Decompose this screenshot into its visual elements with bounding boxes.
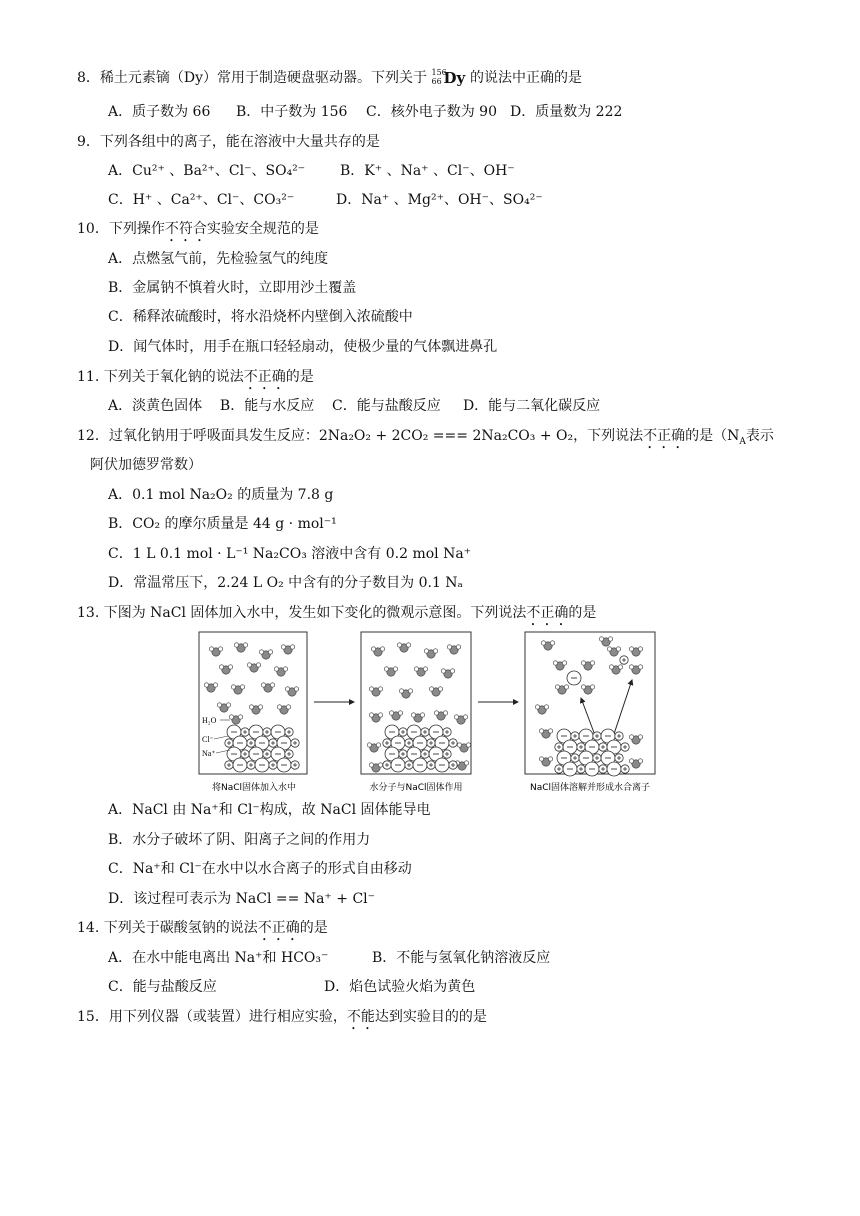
q11-stem: [77, 367, 314, 393]
isotope-mass: 156: [431, 68, 447, 77]
q13-option-c: C．Na⁺和 Cl⁻在水中以水合离子的形式自由移动: [108, 861, 412, 877]
q12-stem: [77, 426, 774, 452]
q8-option-a: A．质子数为 66: [108, 104, 211, 120]
isotope-symbol: Dy: [443, 69, 466, 87]
q11-stem-tail: 的是: [285, 369, 314, 385]
q8-stem-text: 8．稀土元素镝（Dy）常用于制造硬盘驱动器。下列关于: [77, 70, 428, 86]
panel-1-nacl-lattice: [225, 725, 299, 772]
q13-stem-text: 13. 下图为 NaCl 固体加入水中，发生如下变化的微观示意图。下列说法: [77, 605, 527, 621]
q12-option-d: D．常温常压下，2.24 L O₂ 中含有的分子数目为 0.1 Nₐ: [108, 575, 463, 591]
q15-stem-emphasis: 不能: [346, 1009, 375, 1025]
q9-option-d: D．Na⁺ 、Mg²⁺、OH⁻、SO₄²⁻: [336, 192, 543, 208]
q9-option-b: B．K⁺ 、Na⁺ 、Cl⁻、OH⁻: [340, 163, 515, 179]
fig-caption-3: NaCl固体溶解并形成水合离子: [529, 783, 651, 793]
fig-caption-1: 将NaCl固体加入水中: [211, 783, 297, 793]
fig-label-h2o: H₂O: [202, 716, 217, 725]
q8-options: [108, 102, 210, 122]
q12-stem-line2: 阿伏加德罗常数）: [90, 457, 202, 473]
q15-stem-text: 15．用下列仪器（或装置）进行相应实验，: [77, 1009, 347, 1025]
q14-stem-emphasis: 不正确: [257, 920, 300, 936]
q8-option-c: C．核外电子数为 90: [366, 104, 497, 120]
q13-stem-tail: 的是: [568, 605, 597, 621]
q14-stem-text: 14. 下列关于碳酸氢钠的说法: [77, 920, 258, 936]
q8-option-b: B．中子数为 156: [236, 104, 348, 120]
q13-option-a: A．NaCl 由 Na⁺和 Cl⁻构成，故 NaCl 固体能导电: [108, 802, 431, 818]
q12-stem-subscript: A: [739, 436, 746, 447]
q10-option-a: A．点燃氢气前，先检验氢气的纯度: [108, 251, 329, 267]
isotope-atomic-number: 66: [431, 77, 442, 86]
fig-label-na: Na⁺: [202, 749, 216, 758]
q9-option-c: C．H⁺ 、Ca²⁺、Cl⁻、CO₃²⁻: [108, 192, 295, 208]
q12-option-b: B．CO₂ 的摩尔质量是 44 g · mol⁻¹: [108, 516, 337, 532]
q10-stem-text: 10．下列操作: [77, 221, 165, 237]
q12-stem-text: 12．过氧化钠用于呼吸面具发生反应：2Na₂O₂ + 2CO₂ === 2Na₂CO₃ + O₂，下列说法: [77, 428, 644, 444]
q8-option-d: D．质量数为 222: [510, 104, 623, 120]
q13-stem: [77, 603, 596, 629]
panel-2-nacl-lattice: [383, 725, 457, 772]
q14-stem-tail: 的是: [299, 920, 328, 936]
q8-stem: [77, 68, 582, 88]
q14-stem: [77, 918, 328, 944]
q14-option-b: B．不能与氢氧化钠溶液反应: [372, 950, 551, 966]
q14-option-c: C．能与盐酸反应: [108, 979, 217, 995]
q10-stem: [77, 219, 319, 245]
q12-option-c: C．1 L 0.1 mol · L⁻¹ Na₂CO₃ 溶液中含有 0.2 mol Na⁺: [108, 546, 472, 562]
q10-option-c: C．稀释浓硫酸时，将水沿烧杯内壁倒入浓硫酸中: [108, 309, 413, 325]
q9-stem: 9．下列各组中的离子，能在溶液中大量共存的是: [77, 134, 380, 150]
q11-stem-emphasis: 不正确: [243, 369, 286, 385]
q14-option-a: A．在水中能电离出 Na⁺和 HCO₃⁻: [108, 950, 329, 966]
q12-stem-emphasis: 不正确: [643, 428, 686, 444]
q13-option-d: D．该过程可表示为 NaCl == Na⁺ + Cl⁻: [108, 891, 376, 907]
nacl-dissolution-figure: [196, 630, 666, 795]
q12-option-a: A．0.1 mol Na₂O₂ 的质量为 7.8 g: [108, 487, 334, 503]
isotope-notation: [432, 68, 466, 88]
q12-stem-tail: 的是（N: [685, 428, 740, 444]
q14-option-d: D．焰色试验火焰为黄色: [324, 979, 476, 995]
q11-options: A．淡黄色固体 B．能与水反应 C．能与盐酸反应 D．能与二氧化碳反应: [108, 398, 601, 414]
q10-stem-emphasis: 不符合: [164, 221, 207, 237]
q8-stem-tail: 的说法中正确的是: [469, 70, 582, 86]
q13-stem-emphasis: 不正确: [526, 605, 569, 621]
q11-stem-text: 11. 下列关于氧化钠的说法: [77, 369, 244, 385]
q13-option-b: B．水分子破坏了阴、阳离子之间的作用力: [108, 832, 371, 848]
fig-label-cl: Cl⁻: [202, 735, 214, 744]
fig-caption-2: 水分子与NaCl固体作用: [369, 783, 463, 793]
q15-stem: [77, 1007, 487, 1033]
q10-option-b: B．金属钠不慎着火时，立即用沙土覆盖: [108, 280, 357, 296]
q12-stem-end: 表示: [745, 428, 774, 444]
q10-option-d: D．闻气体时，用手在瓶口轻轻扇动，使极少量的气体飘进鼻孔: [108, 339, 498, 355]
q15-stem-tail: 达到实验目的的是: [374, 1009, 487, 1025]
q9-option-a: A．Cu²⁺ 、Ba²⁺、Cl⁻、SO₄²⁻: [108, 163, 306, 179]
q10-stem-tail: 实验安全规范的是: [206, 221, 319, 237]
